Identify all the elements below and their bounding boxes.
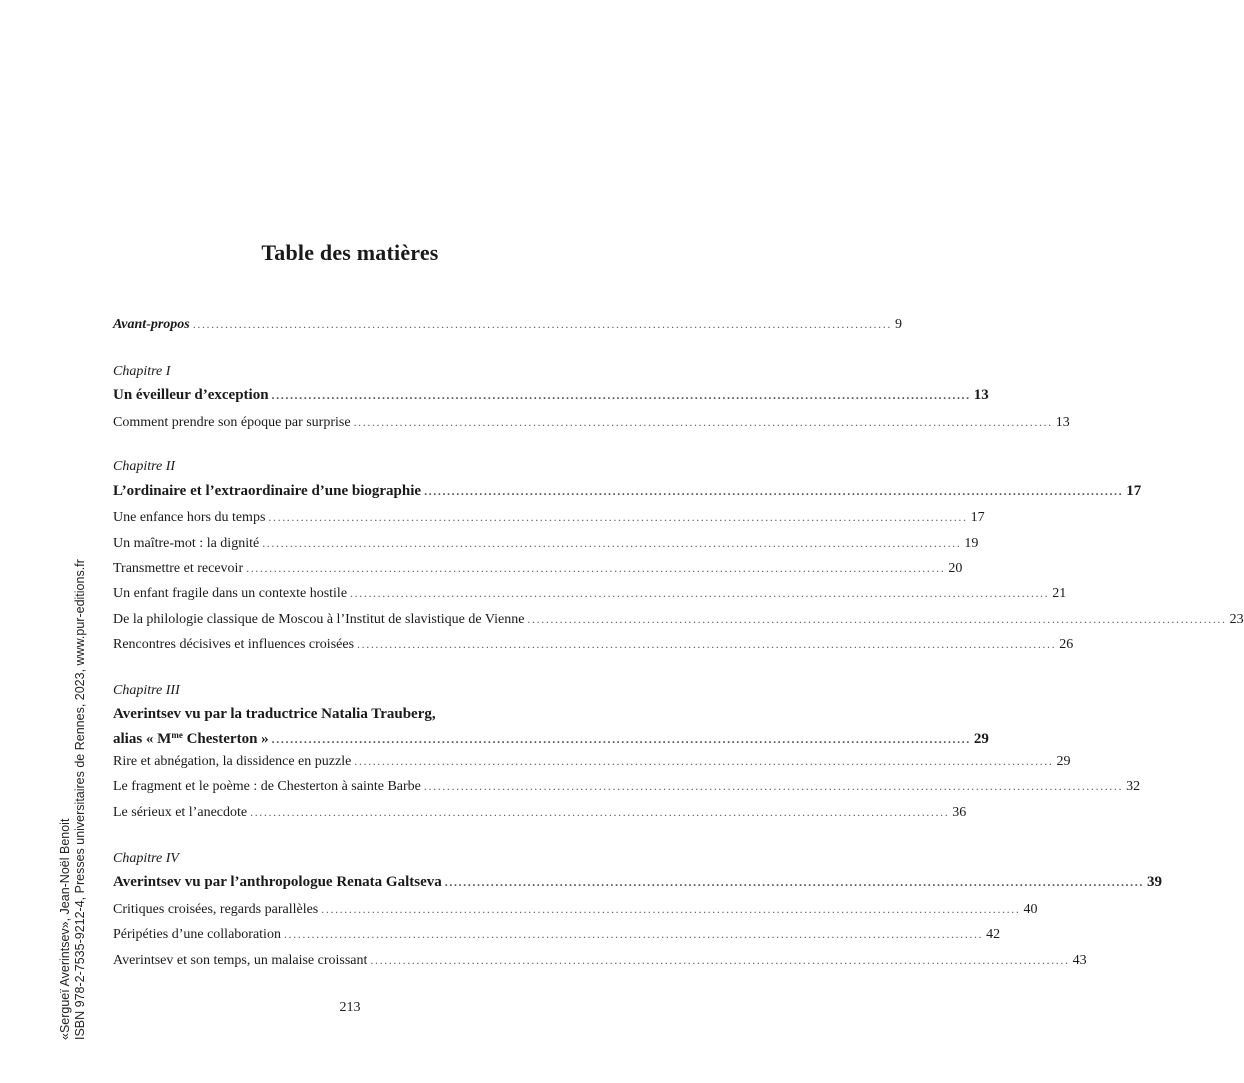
toc-entry-label: Une enfance hors du temps [113,510,266,525]
toc-entry-page: 9 [894,317,902,332]
toc-entry[interactable] [113,610,1244,629]
toc-entry-page: 19 [964,536,979,551]
toc-entry[interactable] [113,635,1074,654]
toc-entry-page: 13 [973,387,989,403]
toc-entry-label: L’ordinaire et l’extraordinaire d’une biographie [113,483,422,499]
toc-entry-page: 39 [1146,874,1162,890]
chapter-heading-line-1[interactable]: Averintsev vu par la traductrice Natalia Trauberg, [113,706,436,722]
heading-suffix: Chesterton » [182,731,269,747]
toc-entry[interactable] [113,752,1071,771]
toc-entry-label: Critiques croisées, regards parallèles [113,902,319,917]
heading-superscript: me [171,730,183,740]
leader-dots: ........................................................................................................................................................ [353,415,1053,429]
toc-entry-page: 36 [952,805,967,820]
toc-entry-label: Comment prendre son époque par surprise [113,415,351,430]
leader-dots: ........................................................................................................................................................ [192,317,892,331]
toc-entry[interactable] [113,559,963,578]
toc-entry[interactable] [113,584,1067,603]
toc-entry-page: 13 [1055,415,1070,430]
toc-entry-page: 20 [948,561,963,576]
toc-entry-label: Averintsev vu par l’anthropologue Renata Galtseva [113,874,442,890]
toc-entry-label: Un maître-mot : la dignité [113,536,260,551]
page-number: 213 [339,1000,361,1015]
toc-entry-label: Avant-propos [113,317,190,332]
leader-dots: ........................................................................................................................................................ [354,754,1054,768]
toc-entry[interactable] [113,777,1141,796]
chapter-heading[interactable] [113,873,1162,891]
toc-entry-label: Transmettre et recevoir [113,561,244,576]
toc-entry[interactable] [113,951,1087,970]
leader-dots: ........................................................................................................................................................ [424,484,1124,498]
toc-entry-label: Rire et abnégation, la dissidence en puzzle [113,754,352,769]
toc-entry[interactable] [113,925,1001,944]
toc-entry-page: 21 [1052,586,1067,601]
toc-entry-label: Le sérieux et l’anecdote [113,805,248,820]
leader-dots: ........................................................................................................................................................ [268,510,968,524]
toc-entry-page: 17 [970,510,985,525]
chapter-heading[interactable] [113,482,1142,500]
leader-dots: ........................................................................................................................................................ [250,805,950,819]
sidebar-line-2: ISBN 978-2-7535-9212-4, Presses universitaires de Rennes, 2023, www.pur-editions.fr [73,559,87,1040]
chapter-label: Chapitre II [113,459,176,474]
toc-entry[interactable] [113,508,985,527]
toc-entry-label: Le fragment et le poème : de Chesterton à sainte Barbe [113,779,421,794]
leader-dots: ........................................................................................................................................................ [370,953,1070,967]
toc-entry-page: 40 [1023,902,1038,917]
leader-dots: ........................................................................................................................................................ [271,732,971,746]
chapter-heading[interactable] [113,726,989,748]
leader-dots: ........................................................................................................................................................ [283,927,984,941]
toc-entry-label: Rencontres décisives et influences croisées [113,637,355,652]
leader-dots: ........................................................................................................................................................ [350,586,1050,600]
chapter-label: Chapitre I [113,364,171,379]
toc-entry-page: 23 [1229,612,1244,627]
toc-entry-page: 42 [986,927,1001,942]
heading-prefix: alias « M [113,731,172,747]
toc-entry-page: 32 [1126,779,1141,794]
toc-entry-label: De la philologie classique de Moscou à l’Institut de slavistique de Vienne [113,612,525,627]
sidebar-line-1: «Sergueï Averintsev», Jean-Noël Benoit [58,818,72,1040]
toc-entry-page: 29 [973,731,989,747]
toc-entry[interactable] [113,900,1038,919]
toc-entry-page: 43 [1072,953,1087,968]
toc-entry-page: 17 [1126,483,1142,499]
leader-dots: ........................................................................................................................................................ [444,875,1144,889]
leader-dots: ........................................................................................................................................................ [357,637,1057,651]
chapter-label: Chapitre IV [113,851,179,866]
toc-entry-label [113,726,269,748]
toc-entry-page: 26 [1059,637,1074,652]
copyright-sidebar [58,480,88,1040]
chapter-heading[interactable] [113,386,989,404]
leader-dots: ........................................................................................................................................................ [262,536,962,550]
toc-entry[interactable] [113,803,967,822]
chapter-label: Chapitre III [113,683,180,698]
page-title: Table des matières [261,240,439,265]
leader-dots: ........................................................................................................................................................ [246,561,946,575]
leader-dots: ........................................................................................................................................................ [423,779,1124,793]
toc-entry-label: Un éveilleur d’exception [113,387,269,403]
toc-entry[interactable] [113,413,1070,432]
toc-entry-label: Averintsev et son temps, un malaise croissant [113,953,368,968]
leader-dots: ........................................................................................................................................................ [321,902,1021,916]
toc-entry-avant-propos[interactable] [113,315,902,334]
leader-dots: ........................................................................................................................................................ [527,612,1227,626]
toc-entry-page: 29 [1056,754,1071,769]
toc-entry-label: Péripéties d’une collaboration [113,927,281,942]
leader-dots: ........................................................................................................................................................ [271,388,971,402]
toc-entry-label: Un enfant fragile dans un contexte hostile [113,586,348,601]
toc-entry[interactable] [113,534,979,553]
